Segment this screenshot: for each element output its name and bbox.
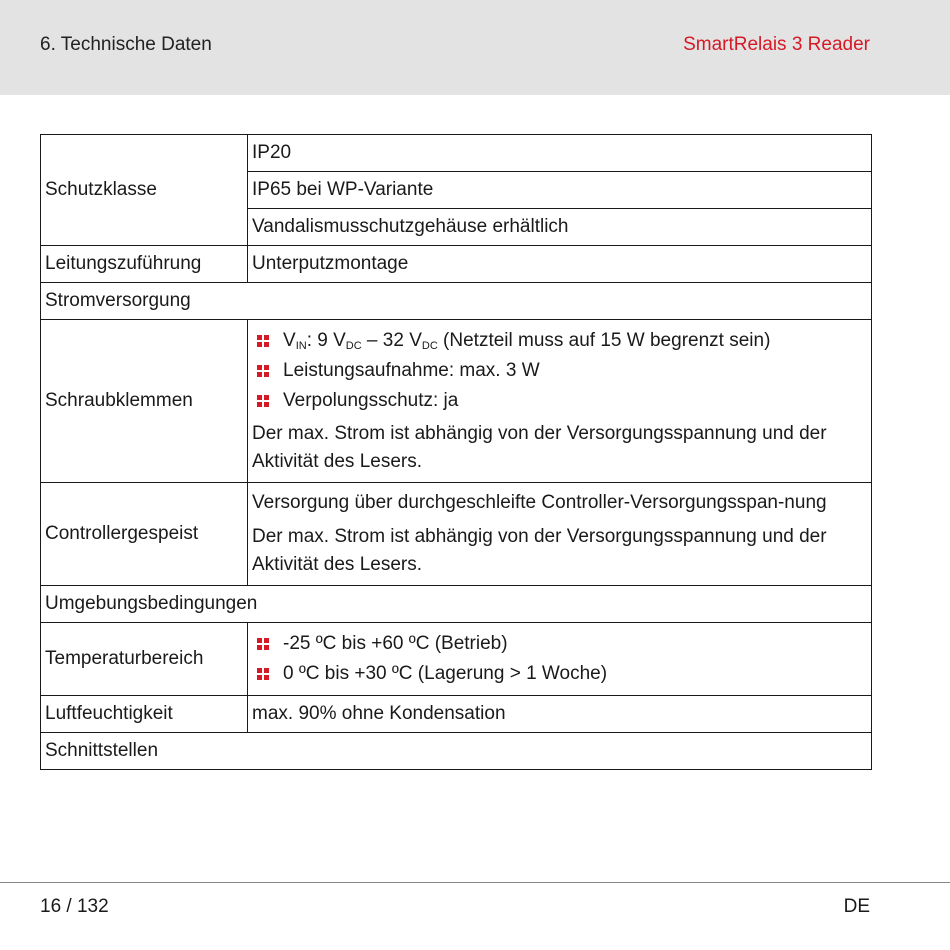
row-label-schutzklasse: Schutzklasse — [41, 135, 248, 246]
schutzklasse-value-2: IP65 bei WP-Variante — [248, 172, 872, 209]
row-label-luftfeuchtigkeit: Luftfeuchtigkeit — [41, 696, 248, 733]
table-row — [41, 623, 872, 696]
storage-temp: 0 ºC bis +30 ºC (Lagerung > 1 Woche) — [283, 663, 608, 684]
luftfeuchtigkeit-value: max. 90% ohne Kondensation — [248, 696, 872, 733]
table-row — [41, 696, 872, 733]
language-code: DE — [843, 896, 870, 917]
page-number: 16 / 132 — [40, 896, 109, 917]
operating-temp: -25 ºC bis +60 ºC (Betrieb) — [283, 633, 508, 654]
temperatur-details — [248, 623, 872, 696]
row-label-leitung: Leitungszuführung — [41, 246, 248, 283]
bullet-icon — [257, 638, 269, 650]
table-row — [41, 246, 872, 283]
product-name: SmartRelais 3 Reader — [683, 34, 870, 55]
schutzklasse-value-3: Vandalismusschutzgehäuse erhältlich — [248, 209, 872, 246]
current-note: Der max. Strom ist abhängig von der Versorgungsspannung und der Aktivität des Lesers. — [252, 423, 827, 472]
bullet-icon — [257, 668, 269, 680]
section-title: 6. Technische Daten — [40, 34, 212, 55]
list-item — [252, 358, 867, 384]
page-header — [0, 0, 950, 95]
polarity-protection: Verpolungsschutz: ja — [283, 390, 459, 411]
section-heading-stromversorgung: Stromversorgung — [41, 283, 872, 320]
list-item — [252, 661, 867, 687]
table-row — [41, 135, 872, 172]
leitung-value: Unterputzmontage — [248, 246, 872, 283]
controller-details — [248, 483, 872, 586]
controller-supply-text: Versorgung über durchgeschleifte Controller-Versorgungsspan-nung — [252, 492, 827, 513]
row-label-controllergespeist: Controllergespeist — [41, 483, 248, 586]
list-item — [252, 328, 867, 354]
table-row — [41, 283, 872, 320]
section-heading-umgebung: Umgebungsbedingungen — [41, 586, 872, 623]
bullet-icon — [257, 365, 269, 377]
table-row — [41, 320, 872, 483]
row-label-schraubklemmen: Schraubklemmen — [41, 320, 248, 483]
schraubklemmen-details — [248, 320, 872, 483]
table-row — [41, 733, 872, 770]
row-label-temperatur: Temperaturbereich — [41, 623, 248, 696]
controller-current-note: Der max. Strom ist abhängig von der Versorgungsspannung und der Aktivität des Lesers. — [252, 526, 827, 575]
bullet-icon — [257, 395, 269, 407]
vin-spec: $V_{IN}$: 9 $V_{DC} - 32$ $V_{DC}$ (Netzteil muss auf 15 W begrenzt sein) — [283, 330, 771, 352]
footer-divider — [0, 882, 950, 883]
spec-table — [40, 134, 872, 770]
bullet-icon — [257, 335, 269, 347]
table-row — [41, 483, 872, 586]
section-heading-schnittstellen: Schnittstellen — [41, 733, 872, 770]
schutzklasse-value-1: IP20 — [248, 135, 872, 172]
list-item — [252, 388, 867, 414]
power-consumption: Leistungsaufnahme: max. 3 W — [283, 360, 540, 381]
list-item — [252, 631, 867, 657]
table-row — [41, 586, 872, 623]
